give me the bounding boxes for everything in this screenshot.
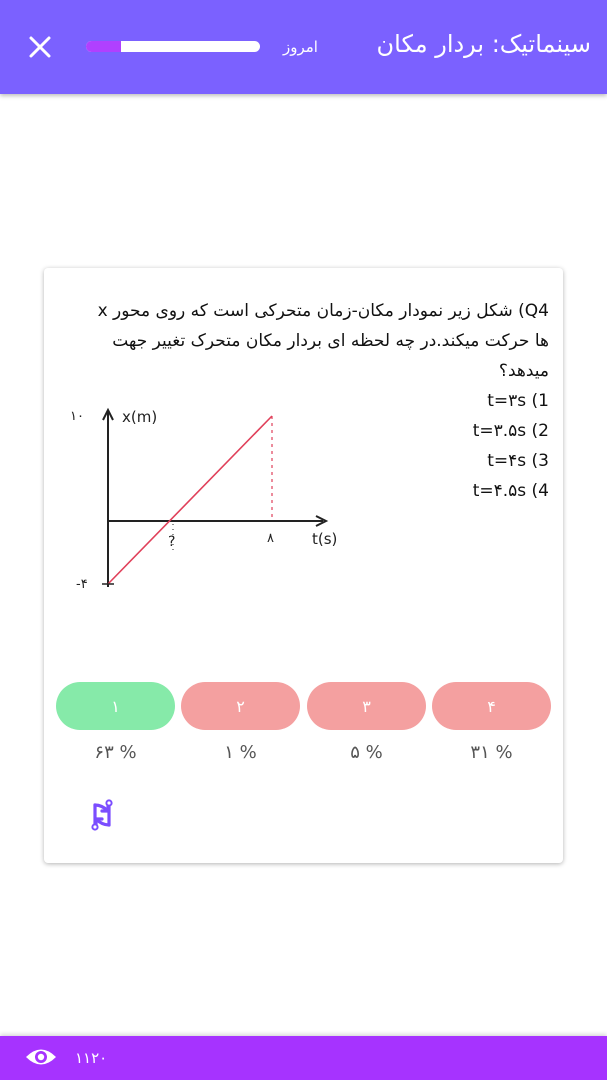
answer-label: ۳ (362, 696, 371, 716)
position-time-graph (68, 402, 368, 602)
retry-icon[interactable] (87, 798, 117, 832)
page-title: سینماتیک: بردار مکان (376, 30, 591, 58)
close-icon[interactable] (26, 33, 54, 61)
answer-button-2[interactable] (181, 682, 300, 730)
question-option-4: t=۴.۵s (4 (472, 481, 549, 501)
y-min-label: -۴ (76, 577, 88, 592)
progress-bar-fill (86, 41, 121, 52)
y-max-label: ۱۰ (70, 409, 84, 424)
answer-label: ۱ (111, 696, 120, 716)
answer-button-1[interactable] (56, 682, 175, 730)
x-axis-label: t(s) (312, 530, 338, 548)
eye-icon (25, 1045, 57, 1069)
answer-percent-3: ۵ % (350, 742, 383, 763)
question-line: Q4) شکل زیر نمودار مکان-زمان متحرکی است که روی محور x (97, 301, 549, 321)
answer-options (56, 682, 551, 730)
answer-label: ۲ (236, 696, 245, 716)
top-app-bar (0, 0, 607, 94)
graph-line (108, 416, 272, 584)
question-option-1: t=۳s (1 (487, 391, 549, 411)
question-option-3: t=۴s (3 (487, 451, 549, 471)
answer-label: ۴ (487, 696, 496, 716)
question-card (44, 268, 563, 863)
question-line: ها حرکت میکند.در چه لحظه ای بردار مکان متحرک تغییر جهت (112, 331, 549, 351)
question-line: میدهد؟ (498, 361, 549, 381)
y-axis-label: x(m) (122, 408, 158, 426)
answer-percent-1: ۶۳ % (94, 742, 137, 763)
answer-percent-4: ۳۱ % (470, 742, 513, 763)
answer-button-3[interactable] (307, 682, 426, 730)
today-label: امروز (283, 38, 318, 56)
answer-percent-2: ۱ % (224, 742, 257, 763)
answer-button-4[interactable] (432, 682, 551, 730)
unknown-time-label: ? (168, 534, 176, 550)
x-tick-label: ۸ (267, 531, 274, 546)
view-count: ۱۱۲۰ (75, 1049, 108, 1067)
bottom-bar (0, 1036, 607, 1080)
progress-bar (86, 41, 260, 52)
question-option-2: t=۳.۵s (2 (472, 421, 549, 441)
